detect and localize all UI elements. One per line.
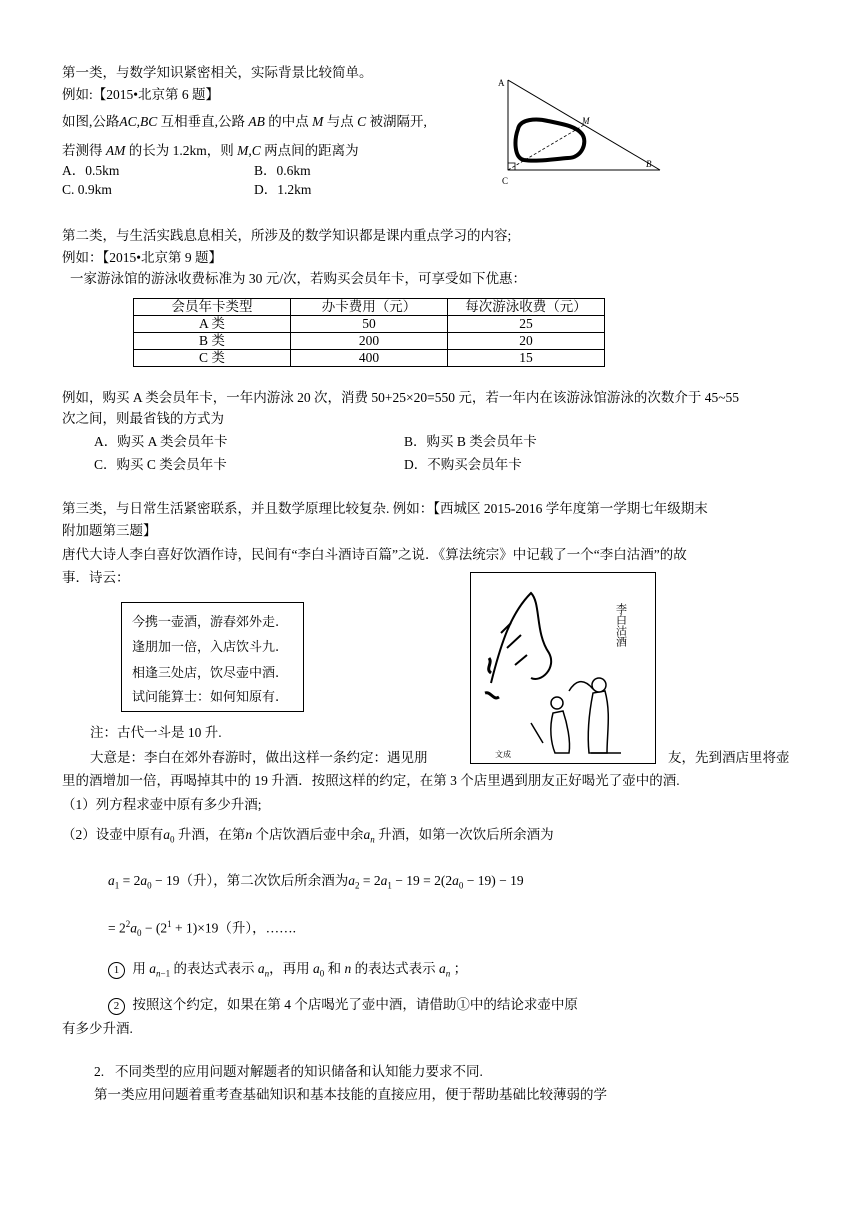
poem-line: 今携一壶酒，游春郊外走. [132,615,280,630]
sec3-part1: （1）列方程求壶中原有多少升酒; [62,797,262,812]
sec2-title: 第二类，与生活实践息息相关，所涉及的数学知识都是课内重点学习的内容; [62,228,512,243]
sec1-title: 第一类，与数学知识紧密相关，实际背景比较简单。 [62,65,373,80]
circled-number-2: 2 [108,998,125,1015]
sec3-equation-2: = $2^2a_0 - (2^1 + 1)\times 19$（升），……. [108,919,296,939]
sec1-option-c: C. 0.9km [62,182,112,197]
sec2-option-c: C．购买 C 类会员年卡 [94,457,227,472]
sec3-subquestion-2: 2 按照这个约定，如果在第 4 个店喝光了壶中酒，请借助①中的结论求壶中原 [108,996,578,1015]
sec3-subquestion-1: 1 用 $a_{n-1}$ 的表达式表示 $a_n$，再用 $a_0$ 和 n 的表达式表示 $a_n$ ； [108,960,467,983]
sec1-option-d: D．1.2km [254,182,312,197]
table-row [134,333,605,350]
sec2-question-line1: 例如，购买 A 类会员年卡，一年内游泳 20 次，消费 50+25×20=550 元，若一年内在该游泳馆游泳的次数介于 45~55 [62,390,740,405]
label-b: B [646,159,652,169]
painting-inscription: 李白沽酒 [614,603,628,647]
sec3-part2: （2）设壶中原有$a_0$ 升酒，在第n 个店饮酒后壶中余$a_n$ 升酒，如第一次饮后所余酒为 [62,827,554,845]
poem-line: 试问能算士：如何知原有. [132,690,280,705]
sec2-intro: 一家游泳馆的游泳收费标准为 30 元/次，若购买会员年卡，可享受如下优惠： [70,271,526,286]
poem-line: 逢朋加一倍，入店饮斗九. [132,640,280,655]
table-header: 会员年卡类型 [134,299,291,316]
table-cell: C 类 [134,350,291,367]
table-cell: A 类 [134,316,291,333]
sec3-note: 注：古代一斗是 10 升. [90,725,222,740]
sec1-example: 例如:【2015•北京第 6 题】 [62,87,219,102]
table-cell: 20 [448,333,605,350]
sec1-question-line1: 如图,公路AC,BC 互相垂直,公路 AB 的中点 M 与点 C 被湖隔开, [62,114,427,129]
table-header: 每次游泳收费（元） [448,299,605,316]
sec1-question-line2: 若测得 AM 的长为 1.2km，则 M,C 两点间的距离为 [62,143,359,158]
sec3-subquestion-2-end: 有多少升酒. [62,1021,133,1036]
poem-line: 相逢三处店，饮尽壶中酒. [132,666,280,681]
table-row [134,316,605,333]
table-header-row [134,299,605,316]
fee-table [133,298,605,367]
sec3-equation-1: $a_1 = 2a_0 - 19$（升），第二次饮后所余酒为$a_2 = 2a_1 - 19 = 2(2a_0 - 19) - 19$ [108,873,524,891]
circled-number-1: 1 [108,962,125,979]
sec4-text: 第一类应用问题着重考查基础知识和基本技能的直接应用，便于帮助基础比较薄弱的学 [94,1087,607,1102]
label-c: C [502,176,509,186]
sec3-title-line2: 附加题第三题】 [62,523,157,538]
table-cell: 50 [291,316,448,333]
table-cell: 25 [448,316,605,333]
poem-box [121,602,304,712]
sec2-question-line2: 次之间，则最省钱的方式为 [62,411,224,426]
sec2-example: 例如：【2015•北京第 9 题】 [62,250,222,265]
sec2-option-a: A．购买 A 类会员年卡 [94,434,228,449]
sec3-meaning-line2: 里的酒增加一倍，再喝掉其中的 19 升酒．按照这样的约定，在第 3 个店里遇到朋友正好喝光了壶中的酒. [62,773,680,788]
li-bai-painting [470,572,656,764]
painting-seal: 文成 [495,750,511,759]
sec3-title-line1: 第三类，与日常生活紧密联系，并且数学原理比较复杂. 例如：【西城区 2015-2016 学年度第一学期七年级期末 [62,501,708,516]
sec3-meaning-line1a: 大意是：李白在郊外春游时，做出这样一条约定：遇见朋 [90,750,428,765]
sec3-meaning-line1b: 友，先到酒店里将壶 [668,750,790,765]
triangle-lake-figure [496,74,666,190]
table-cell: 200 [291,333,448,350]
sec3-story-line2: 事．诗云： [62,570,130,585]
table-row [134,350,605,367]
sec4-title: 不同类型的应用问题对解题者的知识储备和认知能力要求不同. [115,1064,483,1079]
label-a: A [498,78,505,88]
sec2-option-d: D．不购买会员年卡 [404,457,522,472]
table-cell: B 类 [134,333,291,350]
sec1-option-a: A．0.5km [62,163,120,178]
table-cell: 400 [291,350,448,367]
sec1-option-b: B．0.6km [254,163,311,178]
label-m: M [582,116,590,126]
sec2-option-b: B．购买 B 类会员年卡 [404,434,537,449]
sec4-number: 2. [94,1064,105,1079]
table-cell: 15 [448,350,605,367]
table-header: 办卡费用（元） [291,299,448,316]
sec3-story-line1: 唐代大诗人李白喜好饮酒作诗，民间有“李白斗酒诗百篇”之说．《算法统宗》中记载了一个“李白沽酒”的故 [62,547,687,562]
